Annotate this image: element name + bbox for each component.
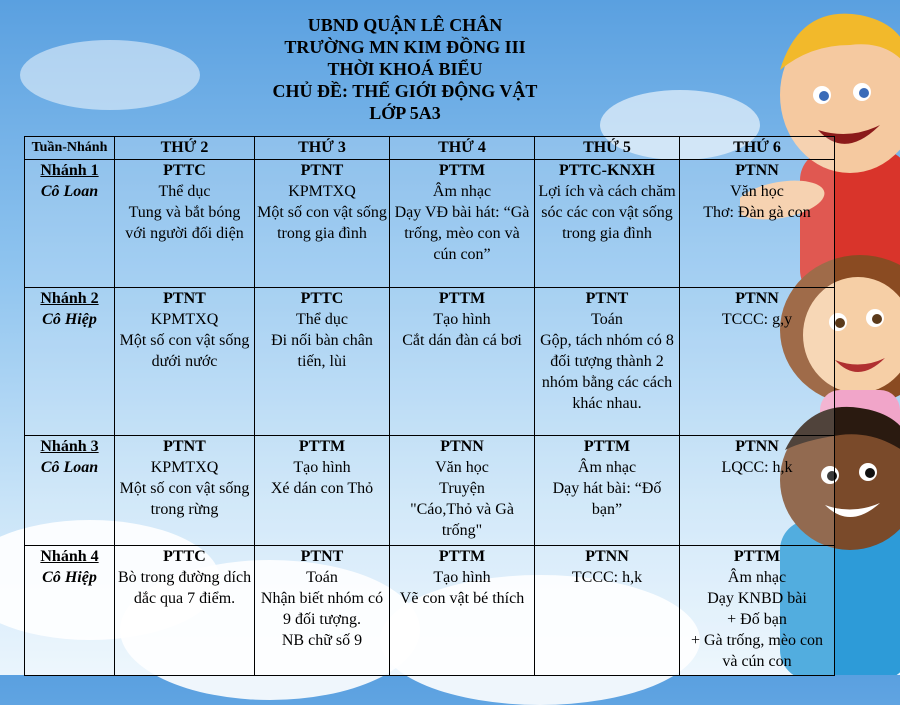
branch-name: Nhánh 3 [40, 438, 99, 455]
branch-name: Nhánh 2 [40, 290, 99, 307]
branch-cell [25, 436, 115, 546]
class-name: LỚP 5A3 [369, 103, 441, 123]
activity-text: Tạo hình [433, 311, 491, 328]
activity-text: Dạy KNBD bài [707, 590, 807, 607]
activity-text: Âm nhạc [432, 183, 492, 200]
table-row [25, 546, 835, 676]
activity-text: Văn học [435, 459, 489, 476]
schedule-cell [255, 546, 390, 676]
schedule-cell [535, 288, 680, 436]
schedule-cell [115, 546, 255, 676]
activity-text: Lợi ích và cách chăm sóc các con vật sống trong gia đình [538, 183, 676, 242]
branch-cell [25, 546, 115, 676]
school-name: TRƯỜNG MN KIM ĐỒNG III [284, 37, 526, 57]
schedule-cell [390, 288, 535, 436]
activity-text: TCCC: h,k [571, 569, 643, 586]
subject-area: PTTC [163, 548, 206, 565]
schedule-cell [255, 436, 390, 546]
subject-area: PTNT [300, 162, 344, 179]
column-header: THỨ 2 [115, 137, 255, 160]
activity-text: Nhận biết nhóm có 9 đối tượng. [260, 590, 384, 628]
timetable [24, 136, 835, 676]
table-row [25, 436, 835, 546]
document-title: THỜI KHOÁ BIỂU [327, 59, 483, 79]
activity-text: Xé dán con Thỏ [270, 480, 374, 497]
schedule-cell [255, 160, 390, 288]
schedule-cell [255, 288, 390, 436]
subject-area: PTNN [585, 548, 629, 565]
subject-area: PTTM [583, 438, 631, 455]
branch-cell [25, 160, 115, 288]
schedule-cell [680, 546, 835, 676]
subject-area: PTTM [438, 162, 486, 179]
subject-area: PTTC [163, 162, 206, 179]
activity-text: Âm nhạc [577, 459, 637, 476]
subject-area: PTNT [300, 548, 344, 565]
subject-area: PTTM [438, 290, 486, 307]
activity-text: Thể dục [158, 183, 211, 200]
teacher-name: Cô Hiệp [42, 311, 97, 328]
table-row [25, 288, 835, 436]
activity-text: Vẽ con vật bé thích [399, 590, 525, 607]
activity-text: Bò trong đường dích dắc qua 7 điểm. [117, 569, 252, 607]
activity-text: Toán [591, 311, 623, 328]
activity-text: + Gà trống, mèo con và cún con [690, 632, 824, 670]
column-header: THỨ 3 [255, 137, 390, 160]
subject-area: PTNN [735, 290, 779, 307]
column-header: THỨ 5 [535, 137, 680, 160]
teacher-name: Cô Loan [40, 183, 99, 200]
schedule-cell [680, 288, 835, 436]
subject-area: PTNT [585, 290, 629, 307]
activity-text: Gộp, tách nhóm có 8 đối tượng thành 2 nhóm bằng các cách khác nhau. [540, 332, 674, 412]
activity-text: "Cáo,Thỏ và Gà trống" [410, 501, 514, 539]
activity-text: NB chữ số 9 [281, 632, 363, 649]
subject-area: PTTM [733, 548, 781, 565]
activity-text: Toán [306, 569, 338, 586]
subject-area: PTTM [438, 548, 486, 565]
activity-text: Tạo hình [433, 569, 491, 586]
activity-text: + Đố bạn [727, 611, 787, 628]
column-header: THỨ 6 [680, 137, 835, 160]
schedule-cell [535, 436, 680, 546]
schedule-cell [680, 160, 835, 288]
activity-text: Đi nối bàn chân tiến, lùi [271, 332, 373, 370]
activity-text: LQCC: h,k [721, 459, 793, 476]
schedule-cell [115, 160, 255, 288]
activity-text: KPMTXQ [150, 311, 219, 328]
activity-text: Thơ: Đàn gà con [703, 204, 811, 221]
branch-name: Nhánh 4 [40, 548, 99, 565]
schedule-cell [115, 288, 255, 436]
branch-name: Nhánh 1 [40, 162, 99, 179]
column-header: Tuần-Nhánh [25, 137, 115, 160]
schedule-cell [390, 160, 535, 288]
activity-text: Dạy hát bài: “Đố bạn” [552, 480, 662, 518]
subject-area: PTNT [163, 290, 206, 307]
branch-cell [25, 288, 115, 436]
activity-text: Dạy VĐ bài hát: “Gà trống, mèo con và cún con” [394, 204, 530, 263]
activity-text: KPMTXQ [288, 183, 356, 200]
teacher-name: Cô Loan [40, 459, 99, 476]
schedule-cell [535, 160, 680, 288]
activity-text: Truyện [439, 480, 485, 497]
column-header: THỨ 4 [390, 137, 535, 160]
activity-text: TCCC: g,y [721, 311, 793, 328]
timetable-header-row [25, 137, 835, 160]
schedule-cell [535, 546, 680, 676]
subject-area: PTNN [440, 438, 484, 455]
activity-text: Một số con vật sống trong rừng [119, 480, 250, 518]
theme-title: CHỦ ĐỀ: THẾ GIỚI ĐỘNG VẬT [272, 81, 538, 101]
activity-text: Một số con vật sống dưới nước [119, 332, 250, 370]
subject-area: PTNN [735, 438, 779, 455]
document-header [0, 14, 810, 124]
subject-area: PTTC-KNXH [559, 162, 655, 179]
activity-text: Tung và bắt bóng với người đối diện [125, 204, 244, 242]
table-row [25, 160, 835, 288]
activity-text: Thể dục [296, 311, 348, 328]
activity-text: KPMTXQ [150, 459, 219, 476]
schedule-cell [390, 436, 535, 546]
activity-text: Tạo hình [293, 459, 351, 476]
schedule-cell [680, 436, 835, 546]
teacher-name: Cô Hiệp [42, 569, 97, 586]
activity-text: Cắt dán đàn cá bơi [402, 332, 522, 349]
activity-text: Văn học [730, 183, 784, 200]
activity-text: Một số con vật sống trong gia đình [257, 204, 387, 242]
subject-area: PTTM [298, 438, 346, 455]
subject-area: PTNN [735, 162, 779, 179]
district-name: UBND QUẬN LÊ CHÂN [307, 15, 503, 35]
schedule-cell [390, 546, 535, 676]
subject-area: PTTC [300, 290, 344, 307]
activity-text: Âm nhạc [727, 569, 787, 586]
schedule-cell [115, 436, 255, 546]
subject-area: PTNT [163, 438, 206, 455]
